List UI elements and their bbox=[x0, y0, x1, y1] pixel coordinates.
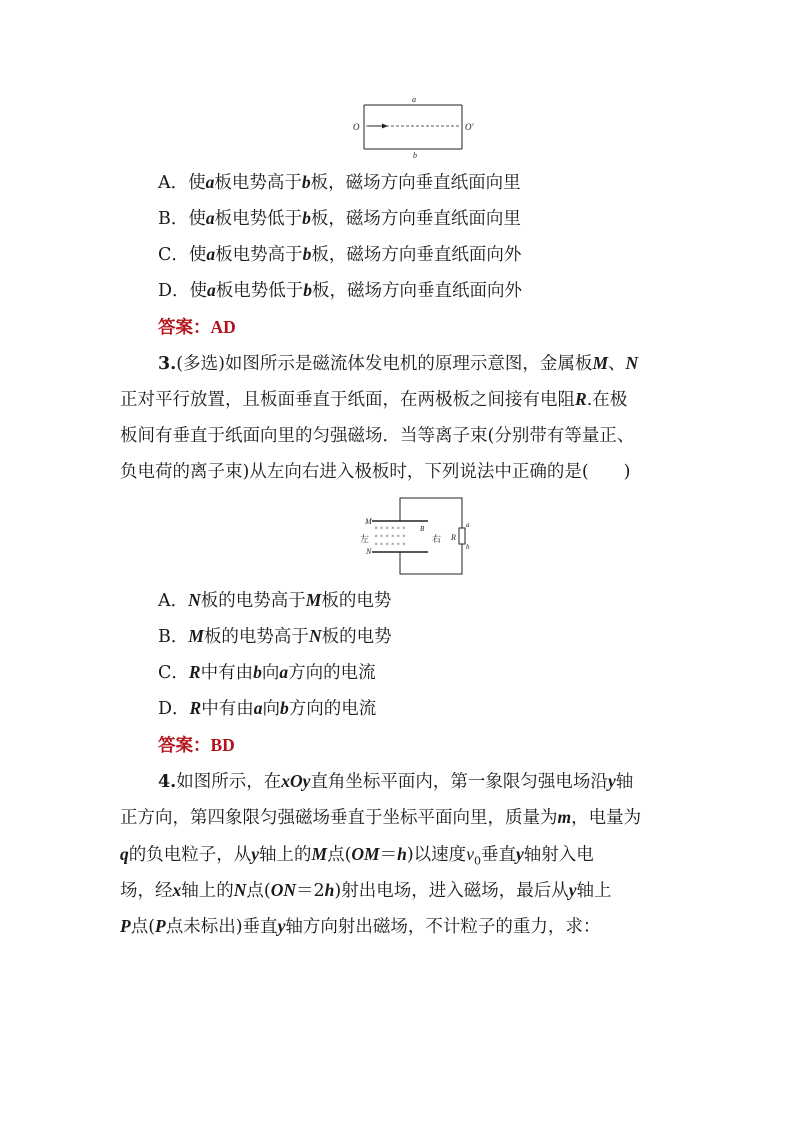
label-b2: b bbox=[466, 543, 470, 551]
q4-line4: 场，经x轴上的N点(ON＝2h)射出电场，进入磁场，最后从y轴上 bbox=[120, 880, 612, 901]
svg-text:× × × × × ×: × × × × × × bbox=[374, 526, 406, 532]
label-field-b: B bbox=[420, 525, 425, 533]
label-right: 右 bbox=[432, 534, 442, 544]
q3-line1: 3.(多选)如图所示是磁流体发电机的原理示意图，金属板M、N bbox=[158, 353, 639, 374]
figure-plates bbox=[350, 92, 490, 162]
q4-line3: q的负电粒子，从y轴上的M点(OM＝h)以速度$v_0$垂直y轴射入电 bbox=[120, 844, 594, 868]
label-m: M bbox=[365, 517, 372, 526]
q3-line4: 负电荷的离子束)从左向右进入极板时，下列说法中正确的是( ) bbox=[120, 462, 631, 482]
q3-option-a: A．N板的电势高于M板的电势 bbox=[158, 590, 392, 611]
label-b: b bbox=[413, 151, 417, 160]
q3-option-d: D．R中有由a向b方向的电流 bbox=[158, 698, 377, 719]
q3-line3: 板间有垂直于纸面向里的匀强磁场．当等离子束(分别带有等量正、 bbox=[120, 426, 635, 446]
answer-3: 答案：BD bbox=[158, 735, 235, 756]
q4-line1: 4.如图所示，在xOy直角坐标平面内，第一象限匀强电场沿y轴 bbox=[158, 771, 634, 792]
q3-option-b: B．M板的电势高于N板的电势 bbox=[158, 626, 392, 647]
option-a: A．使a板电势高于b板，磁场方向垂直纸面向里 bbox=[158, 172, 521, 193]
q4-line5: P点(P点未标出)垂直y轴方向射出磁场，不计粒子的重力，求： bbox=[120, 916, 601, 937]
label-a2: a bbox=[466, 521, 470, 529]
q4-line2: 正方向，第四象限匀强磁场垂直于坐标平面向里，质量为m，电量为 bbox=[120, 807, 642, 828]
label-n: N bbox=[366, 547, 372, 556]
option-d: D．使a板电势低于b板，磁场方向垂直纸面向外 bbox=[158, 280, 523, 301]
svg-text:× × × × × ×: × × × × × × bbox=[374, 542, 406, 548]
label-o-prime: O′ bbox=[465, 122, 474, 132]
magnetic-field-marks bbox=[374, 526, 406, 548]
option-c: C．使a板电势高于b板，磁场方向垂直纸面向外 bbox=[158, 244, 522, 265]
answer-2: 答案：AD bbox=[158, 317, 236, 338]
label-r: R bbox=[451, 533, 456, 542]
figure-mhd-generator bbox=[358, 494, 478, 578]
label-o: O bbox=[353, 122, 360, 132]
svg-text:× × × × × ×: × × × × × × bbox=[374, 534, 406, 540]
beam-arrow bbox=[382, 124, 388, 129]
resistor-r bbox=[459, 528, 465, 544]
label-a: a bbox=[412, 95, 416, 104]
label-left: 左 bbox=[360, 534, 370, 544]
q3-option-c: C．R中有由b向a方向的电流 bbox=[158, 662, 376, 683]
option-b: B．使a板电势低于b板，磁场方向垂直纸面向里 bbox=[158, 208, 521, 229]
q3-line2: 正对平行放置，且板面垂直于纸面，在两极板之间接有电阻R.在极 bbox=[120, 389, 628, 410]
